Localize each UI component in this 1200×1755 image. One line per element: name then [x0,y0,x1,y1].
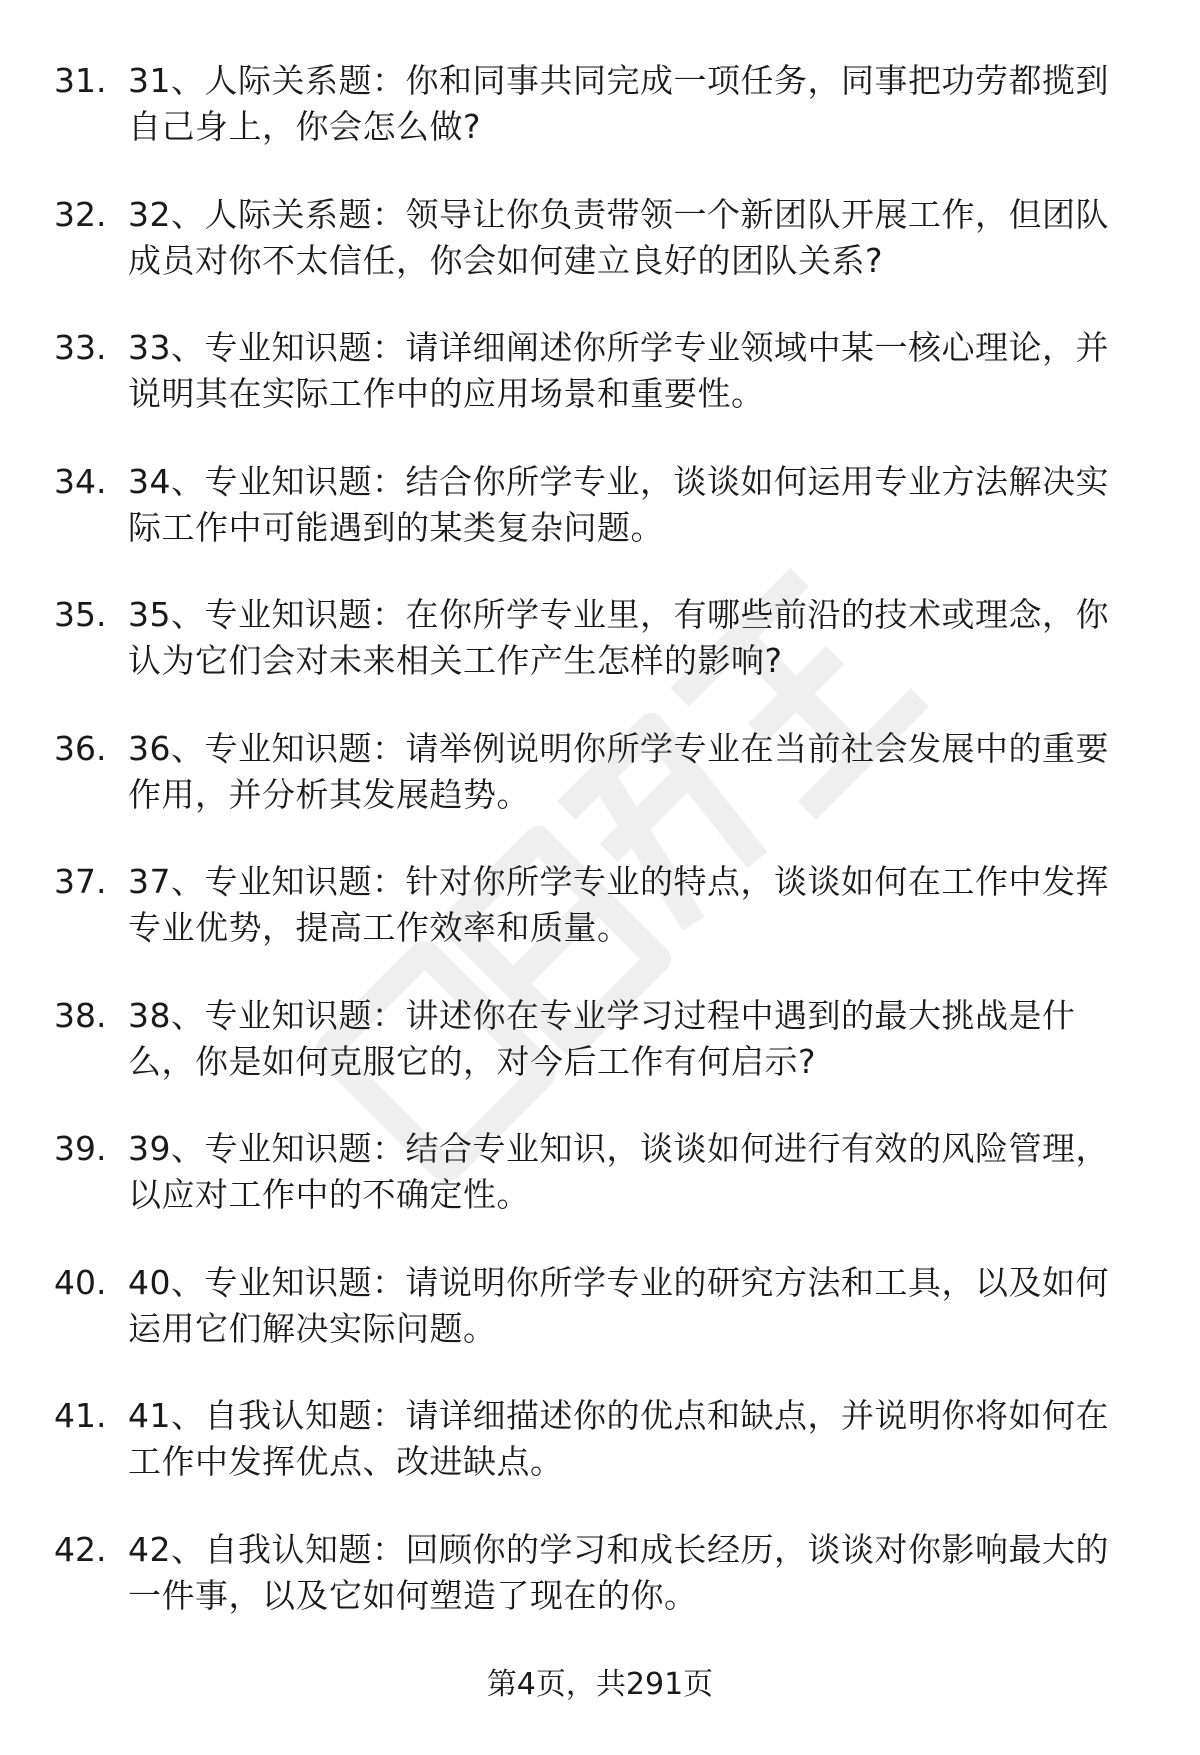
list-item [54,1393,1154,1527]
list-item [54,58,1154,192]
item-number: 41. [54,1396,107,1435]
item-number: 36. [54,728,107,768]
item-text: 37、专业知识题：针对你所学专业的特点，谈谈如何在工作中发挥专业优势，提高工作效率和质量。 [128,862,1109,947]
item-text: 41、自我认知题：请详细描述你的优点和缺点，并说明你将如何在工作中发挥优点、改进缺点。 [128,1396,1109,1481]
item-number: 40. [54,1262,107,1302]
list-item [54,1126,1154,1260]
item-text: 32、人际关系题：领导让你负责带领一个新团队开展工作，但团队成员对你不太信任，你会如何建立良好的团队关系? [128,194,1109,280]
item-text: 40、专业知识题：请说明你所学专业的研究方法和工具，以及如何运用它们解决实际问题。 [128,1262,1109,1348]
item-text: 31、人际关系题：你和同事共同完成一项任务，同事把功劳都揽到自己身上，你会怎么做? [128,61,1109,146]
item-number: 42. [54,1529,107,1569]
page-number: 第4页，共291页 [486,1667,714,1702]
item-text: 35、专业知识题：在你所学专业里，有哪些前沿的技术或理念，你认为它们会对未来相关工作产生怎样的影响? [128,595,1109,680]
item-number: 35. [54,595,107,634]
item-number: 32. [54,194,107,234]
item-text: 39、专业知识题：结合专业知识，谈谈如何进行有效的风险管理，以应对工作中的不确定性。 [128,1129,1109,1214]
item-number: 37. [54,862,107,901]
item-text: 34、专业知识题：结合你所学专业，谈谈如何运用专业方法解决实际工作中可能遇到的某类复杂问题。 [128,461,1109,547]
item-text: 42、自我认知题：回顾你的学习和成长经历，谈谈对你影响最大的一件事，以及它如何塑造了现在的你。 [128,1529,1109,1615]
item-number: 31. [54,61,107,100]
list-item [54,859,1154,993]
item-number: 33. [54,328,107,367]
list-item [54,592,1154,726]
list-item [54,325,1154,459]
list-item [54,192,1154,326]
item-number: 39. [54,1129,107,1168]
list-item [54,993,1154,1127]
item-number: 34. [54,461,107,501]
list-item [54,1527,1154,1661]
list-item [54,1260,1154,1394]
item-number: 38. [54,995,107,1035]
item-text: 38、专业知识题：讲述你在专业学习过程中遇到的最大挑战是什么，你是如何克服它的，对今后工作有何启示? [128,995,1076,1081]
item-text: 36、专业知识题：请举例说明你所学专业在当前社会发展中的重要作用，并分析其发展趋势。 [128,728,1109,814]
list-item [54,459,1154,593]
list-item [54,726,1154,860]
question-list [54,58,1154,1660]
item-text: 33、专业知识题：请详细阐述你所学专业领域中某一核心理论，并说明其在实际工作中的应用场景和重要性。 [128,328,1109,413]
